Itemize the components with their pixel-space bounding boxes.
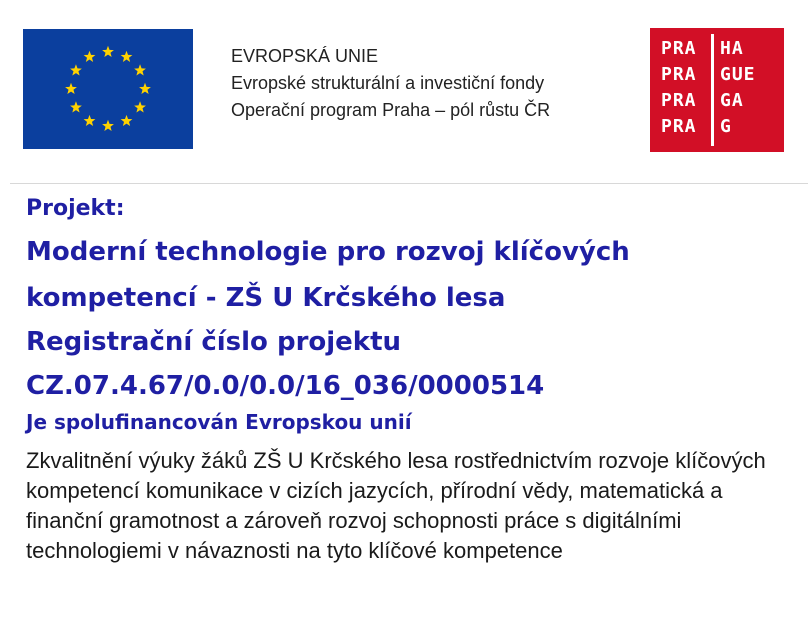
project-title-line-2: kompetencí - ZŠ U Krčského lesa — [26, 283, 506, 313]
praha-logo-text: HA — [720, 38, 744, 59]
project-description: Zkvalitnění výuky žáků ZŠ U Krčského lesa rostřednictvím rozvoje klíčových kompetencí komunikace v cizích jazycích, přírodní vědy, matematická a finanční gramotnost a zároveň rozvoj schopnosti práce s digitálními technologiemi v návaznosti na tyto klíčové kompetence — [26, 448, 766, 563]
eu-funding-text — [231, 43, 550, 124]
praha-logo-text: G — [720, 116, 732, 137]
praha-logo-text: GUE — [720, 64, 756, 85]
project-label: Projekt: — [26, 196, 125, 221]
praha-logo-right — [720, 36, 756, 140]
praha-logo-text: PRA — [661, 38, 697, 59]
registration-label: Registrační číslo projektu — [26, 327, 402, 357]
praha-logo — [650, 28, 784, 152]
eu-flag-icon — [23, 29, 193, 149]
eu-text-line-2: Evropské strukturální a investiční fondy — [231, 73, 545, 93]
funding-note: Je spolufinancován Evropskou unií — [26, 410, 412, 434]
praha-logo-text: PRA — [661, 90, 697, 111]
praha-logo-text: GA — [720, 90, 744, 111]
eu-text-line-3: Operační program Praha – pól růstu ČR — [231, 100, 551, 120]
praha-logo-text: PRA — [661, 116, 697, 137]
praha-logo-text: PRA — [661, 64, 697, 85]
eu-stars-icon — [23, 29, 193, 149]
praha-logo-left — [661, 36, 697, 140]
eu-text-line-1: EVROPSKÁ UNIE — [231, 46, 379, 66]
project-title-line-1: Moderní technologie pro rozvoj klíčových — [26, 237, 630, 267]
registration-number: CZ.07.4.67/0.0/0.0/16_036/0000514 — [26, 371, 545, 401]
header-divider — [10, 183, 808, 184]
praha-logo-divider — [711, 34, 714, 146]
